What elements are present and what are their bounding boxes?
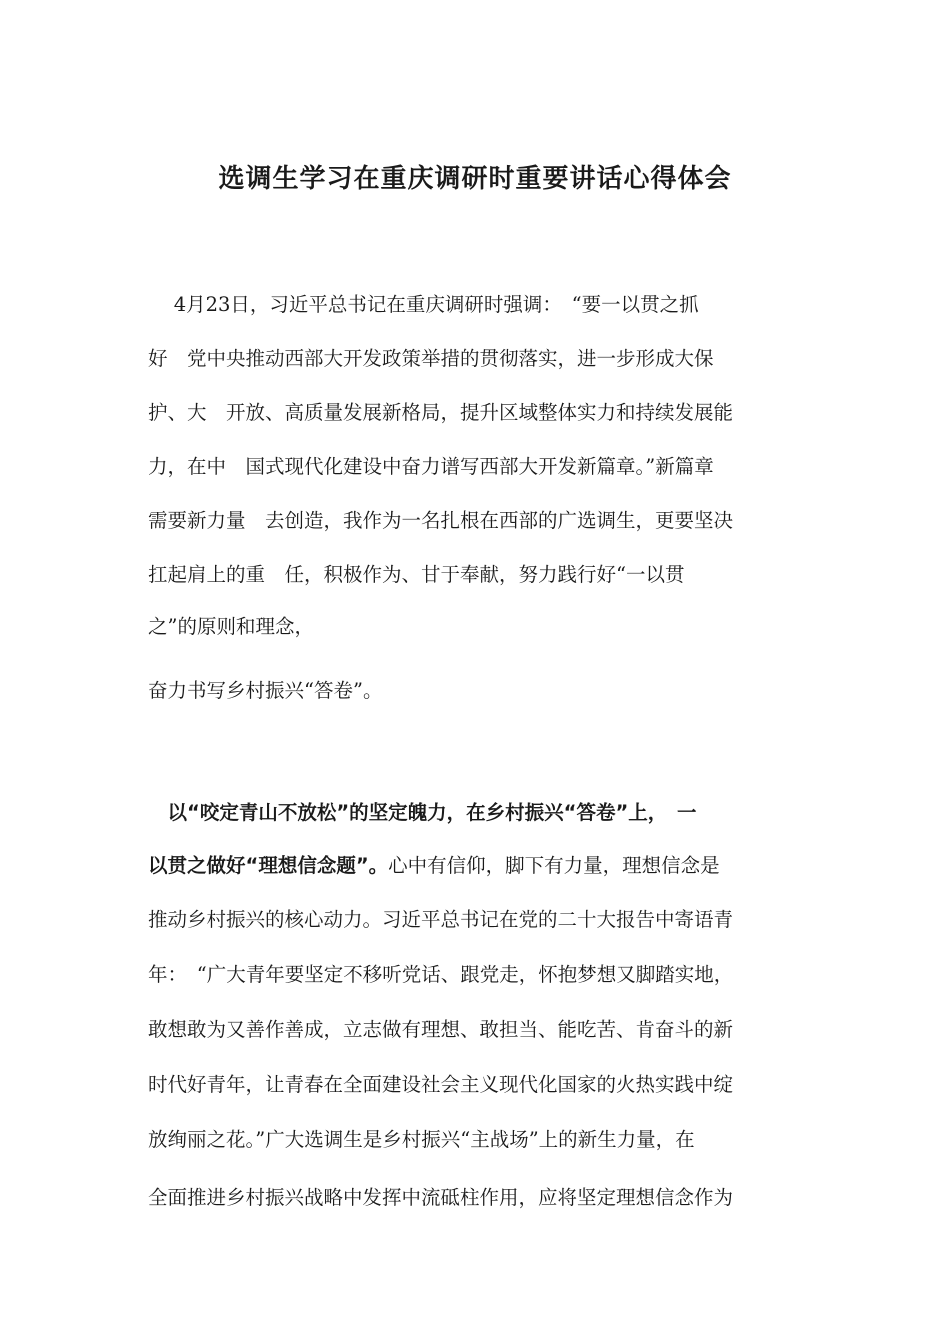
paragraph-line: 力，在中 国式现代化建设中奋力谱写西部大开发新篇章。”新篇章 [148, 455, 714, 478]
paragraph-line: 扛起肩上的重 任，积极作为、甘于奉献，努力践行好“一以贯 [148, 563, 685, 586]
paragraph-line: 4月23日，习近平总书记在重庆调研时强调： “要一以贯之抓 [148, 293, 699, 316]
paragraph-line: 敢想敢为又善作善成，立志做有理想、敢担当、能吃苦、肯奋斗的新 [148, 1018, 734, 1041]
paragraph-line: 年： “广大青年要坚定不移听党话、跟党走，怀抱梦想又脚踏实地， [148, 963, 734, 986]
paragraph-line: 护、大 开放、高质量发展新格局，提升区域整体实力和持续发展能 [148, 401, 734, 424]
paragraph-line: 时代好青年，让青春在全面建设社会主义现代化国家的火热实践中绽 [148, 1073, 734, 1096]
section-heading-text: 以贯之做好“理想信念题”。 [148, 854, 389, 877]
paragraph-text: 心中有信仰，脚下有力量，理想信念是 [388, 854, 720, 877]
paragraph-line [148, 851, 813, 881]
paragraph-line: 推动乡村振兴的核心动力。习近平总书记在党的二十大报告中寄语青 [148, 908, 734, 931]
paragraph-line: 放绚丽之花。”广大选调生是乡村振兴“主战场”上的新生力量，在 [148, 1128, 695, 1151]
paragraph-line: 好 党中央推动西部大开发政策举措的贯彻落实，进一步形成大保 [148, 347, 714, 370]
paragraph-line: 之”的原则和理念， [148, 615, 314, 638]
paragraph-line: 需要新力量 去创造，我作为一名扎根在西部的广选调生，更要坚决 [148, 509, 734, 532]
paragraph-line: 全面推进乡村振兴战略中发挥中流砥柱作用，应将坚定理想信念作为 [148, 1186, 734, 1209]
paragraph-line: 奋力书写乡村振兴“答卷”。 [148, 679, 383, 702]
section-heading-line: 以“咬定青山不放松”的坚定魄力，在乡村振兴“答卷”上， 一 [148, 801, 697, 824]
document-title: 选调生学习在重庆调研时重要讲话心得体会 [218, 164, 732, 194]
